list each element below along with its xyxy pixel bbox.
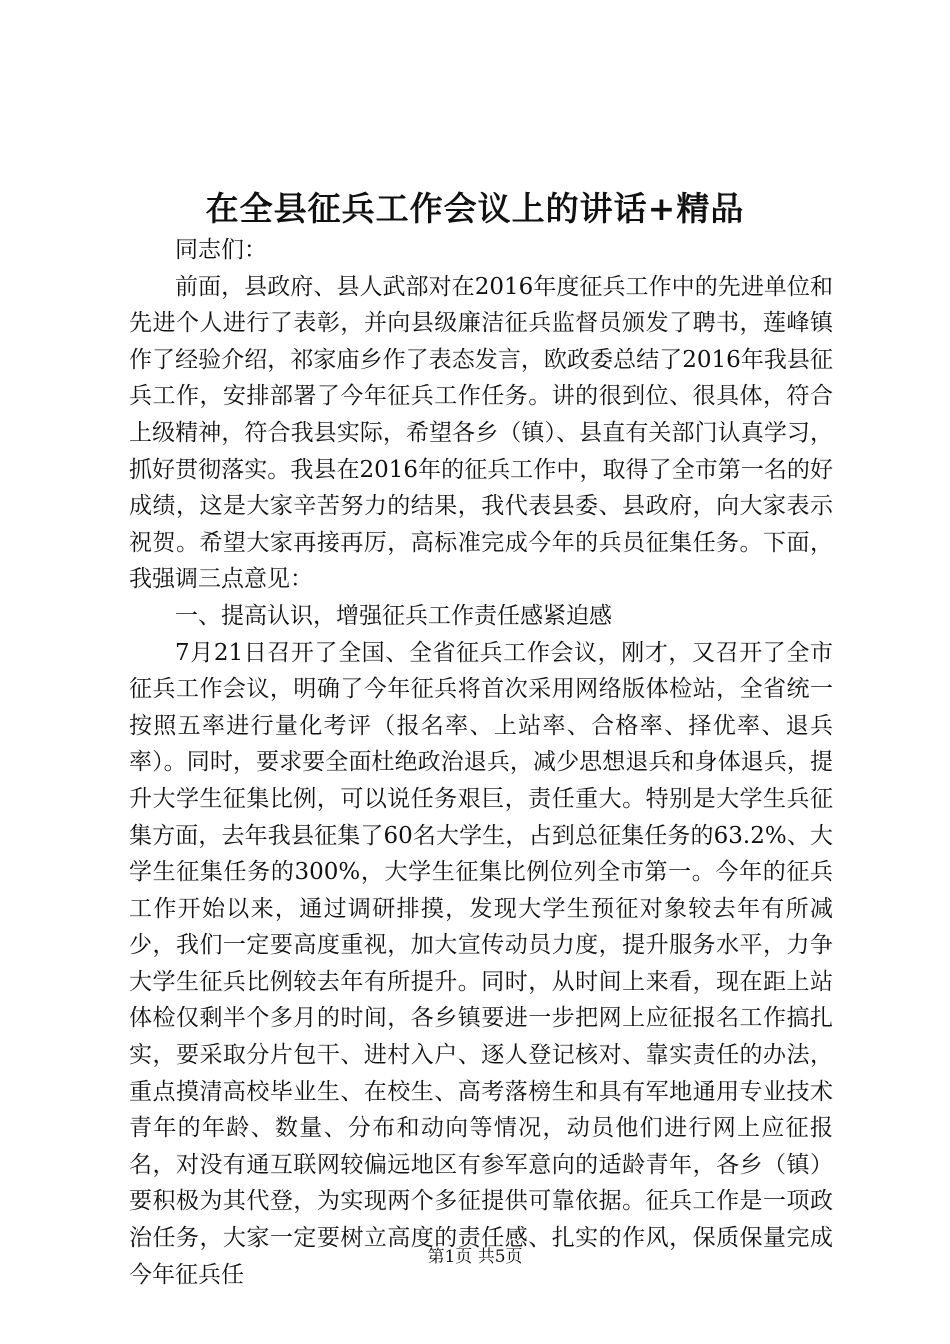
greeting-paragraph: 同志们： xyxy=(175,237,267,263)
document-body xyxy=(129,232,833,1293)
body-paragraph: 7月21日召开了全国、全省征兵工作会议，刚才，又召开了全市征兵工作会议，明确了今年征兵将首次采用网络版体检站，全省统一按照五率进行量化考评（报名率、上站率、合格率、择优率、退兵率）。同时，要求要全面杜绝政治退兵，减少思想退兵和身体退兵，提升大学生征集比例，可以说任务艰巨，责任重大。特别是大学生兵征集方面，去年我县征集了60名大学生，占到总征集任务的63.2%、大学生征集任务的300%，大学生征集比例位列全市第一。今年的征兵工作开始以来，通过调研排摸，发现大学生预征对象较去年有所减少，我们一定要高度重视，加大宣传动员力度，提升服务水平，力争大学生征兵比例较去年有所提升。同时，从时间上来看，现在距上站体检仅剩半个多月的时间，各乡镇要进一步把网上应征报名工作搞扎实，要采取分片包干、进村入户、逐人登记核对、靠实责任的办法，重点摸清高校毕业生、在校生、高考落榜生和具有军地通用专业技术青年的年龄、数量、分布和动向等情况，动员他们进行网上应征报名，对没有通互联网较偏远地区有参军意向的适龄青年，各乡（镇）要积极为其代登，为实现两个多征提供可靠依据。征兵工作是一项政治任务，大家一定要树立高度的责任感、扎实的作风，保质保量完成今年征兵任 xyxy=(129,639,833,1288)
intro-paragraph: 前面，县政府、县人武部对在2016年度征兵工作中的先进单位和先进个人进行了表彰，并向县级廉洁征兵监督员颁发了聘书，莲峰镇作了经验介绍，祁家庙乡作了表态发言，欧政委总结了2016年我县征兵工作，安排部署了今年征兵工作任务。讲的很到位、很具体，符合上级精神，符合我县实际，希望各乡（镇）、县直有关部门认真学习，抓好贯彻落实。我县在2016年的征兵工作中，取得了全市第一名的好成绩，这是大家辛苦努力的结果，我代表县委、县政府，向大家表示祝贺。希望大家再接再厉，高标准完成今年的兵员征集任务。下面，我强调三点意见： xyxy=(129,273,833,593)
section-heading: 一、提高认识，增强征兵工作责任感紧迫感 xyxy=(175,602,612,629)
document-title: 在全县征兵工作会议上的讲话+精品 xyxy=(205,189,745,228)
page-number-footer: 第1页 共5页 xyxy=(427,1247,523,1267)
